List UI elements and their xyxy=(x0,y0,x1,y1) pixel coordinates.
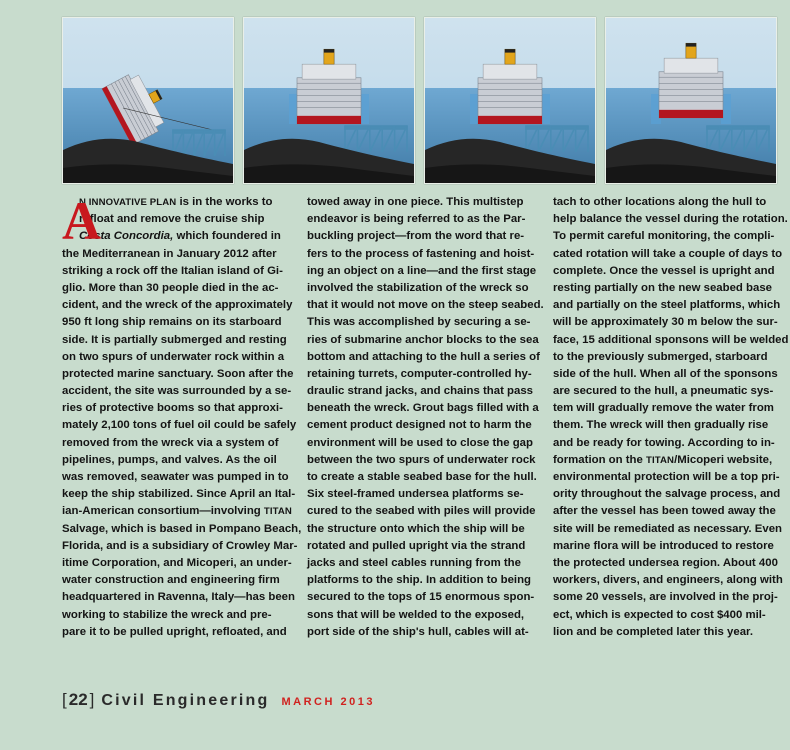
text-run: 950 ft long ship remains on its starboard xyxy=(62,316,282,329)
text-line xyxy=(553,280,775,297)
text-line: ing an object on a line—and the first stage xyxy=(307,264,537,277)
text-line xyxy=(553,349,775,366)
text-line xyxy=(553,572,783,589)
page-number: 22 xyxy=(68,690,88,709)
stage-2-illustration xyxy=(243,17,415,184)
text-line: that it would not move on the steep seabed. xyxy=(307,299,544,312)
text-line xyxy=(553,624,775,641)
text-line xyxy=(553,538,775,555)
text-run: ect, which is expected to cost $400 mil- xyxy=(553,608,766,621)
text-line xyxy=(62,332,287,349)
text-line: sons that will be welded to the exposed, xyxy=(307,608,525,621)
text-line xyxy=(553,366,778,383)
text-run: face, 15 additional sponsons will be welded xyxy=(553,333,789,346)
text-run: after the vessel has been towed away the xyxy=(553,505,776,518)
text-line: fers to the process of fastening and hoist- xyxy=(307,247,535,260)
text-line: the structure onto which the ship will be xyxy=(307,522,525,535)
text-run: is in the works to xyxy=(176,196,273,208)
text-line xyxy=(553,435,775,452)
text-line: between the two spurs of underwater rock xyxy=(307,453,536,466)
page-bracket-open: [ xyxy=(62,690,67,709)
stage-4-illustration xyxy=(605,17,777,184)
text-run: side. It is partially submerged and resting xyxy=(62,333,287,346)
small-caps-text: TITAN xyxy=(646,454,675,466)
salvage-stage-drawing xyxy=(63,18,233,183)
text-run: side of the hull. When all of the sponsons xyxy=(553,367,778,380)
text-run: formation on the xyxy=(553,453,647,466)
text-line xyxy=(62,263,284,280)
text-line xyxy=(553,452,775,469)
text-run: tach to other locations along the hull to xyxy=(553,196,767,208)
text-run: site will be remediated as necessary. Even xyxy=(553,522,782,535)
text-line xyxy=(62,383,292,400)
text-line xyxy=(62,297,293,314)
text-line xyxy=(62,400,284,417)
text-run: marine flora will be introduced to restore xyxy=(553,539,774,552)
text-run: and be ready for towing. According to in- xyxy=(553,436,775,449)
text-line xyxy=(62,469,289,486)
text-line xyxy=(553,194,775,211)
text-run: will be approximately 30 m below the sur- xyxy=(553,316,778,329)
text-line: port side of the ship's hull, cables will at- xyxy=(307,625,529,638)
text-line xyxy=(62,280,284,297)
magazine-title: Civil Engineering xyxy=(101,692,270,709)
salvage-stage-drawing xyxy=(425,18,595,183)
text-run: water construction and engineering firm xyxy=(62,574,280,587)
text-run: resting partially on the new seabed base xyxy=(553,281,773,294)
text-line: draulic strand jacks, and chains that pass xyxy=(307,385,533,398)
text-run: help balance the vessel during the rotation. xyxy=(553,213,788,226)
text-run: which foundered in xyxy=(173,230,281,243)
text-line: ries of submarine anchor blocks to the sea xyxy=(307,333,539,346)
text-line xyxy=(553,400,775,417)
article-column-2 xyxy=(307,194,544,641)
text-line xyxy=(553,297,781,314)
text-run: To permit careful monitoring, the compli- xyxy=(553,230,775,243)
text-line xyxy=(553,417,775,434)
text-run: Florida, and is a subsidiary of Crowley Mar- xyxy=(62,539,298,552)
text-line xyxy=(553,211,788,228)
text-run: accident, the site was surrounded by a se- xyxy=(62,385,292,398)
text-line: jacks and steel cables running from the xyxy=(307,556,521,569)
text-line: bottom and attaching to the hull a series of xyxy=(307,350,540,363)
text-line: secured to the tops of 15 enormous spon- xyxy=(307,591,535,604)
text-line: This was accomplished by securing a se- xyxy=(307,316,531,329)
text-run: the Mediterranean in January 2012 after xyxy=(62,247,277,260)
text-run: tem will gradually remove the water from xyxy=(553,402,774,415)
text-line xyxy=(553,228,775,245)
text-line: towed away in one piece. This multistep xyxy=(307,196,524,208)
text-line: environment will be used to close the gap xyxy=(307,436,533,449)
text-line: Six steel-framed undersea platforms se- xyxy=(307,488,524,501)
text-line xyxy=(553,521,782,538)
text-line xyxy=(553,486,781,503)
text-line: beneath the wreck. Grout bags filled with a xyxy=(307,402,539,415)
text-run: on two spurs of underwater rock within a xyxy=(62,350,285,363)
stage-1-illustration xyxy=(62,17,234,184)
text-line xyxy=(62,624,287,641)
small-caps-text: N INNOVATIVE PLAN xyxy=(79,197,177,208)
article-column-1 xyxy=(62,191,302,641)
text-run: ority throughout the salvage process, and xyxy=(553,488,781,501)
text-line xyxy=(62,366,294,383)
text-line xyxy=(62,521,302,538)
text-line xyxy=(553,332,789,349)
text-run: pare it to be pulled upright, refloated, and xyxy=(62,625,287,638)
text-line xyxy=(553,589,778,606)
text-line: cured to the seabed with piles will provide xyxy=(307,505,536,518)
text-run: /Micoperi website, xyxy=(674,453,773,466)
text-line: buckling project—from the word that re- xyxy=(307,230,525,243)
text-run: are secured to the hull, a pneumatic sys- xyxy=(553,385,774,398)
text-line xyxy=(62,349,284,366)
text-line xyxy=(553,503,775,520)
text-run: workers, divers, and engineers, along with xyxy=(553,574,783,587)
text-line xyxy=(62,607,284,624)
text-run: itime Corporation, and Micoperi, an under- xyxy=(62,556,292,569)
salvage-stage-drawing xyxy=(244,18,414,183)
text-line xyxy=(62,452,284,469)
text-run: Salvage, which is based in Pompano Beach, xyxy=(62,522,302,535)
text-run: lion and be completed later this year. xyxy=(553,625,754,638)
text-run: ian-American consortium—involving xyxy=(62,505,264,518)
text-line: endeavor is being referred to as the Par- xyxy=(307,213,526,226)
issue-date: MARCH 2013 xyxy=(281,696,375,708)
text-run: cated rotation will take a couple of days to xyxy=(553,247,783,260)
salvage-stage-drawing xyxy=(606,18,776,183)
text-run: ries of protective booms so that approxi- xyxy=(62,402,283,415)
text-line: cement product designed not to harm the xyxy=(307,419,532,432)
drop-cap: A xyxy=(62,191,101,251)
text-run: complete. Once the vessel is upright and xyxy=(553,264,775,277)
text-run: them. The wreck will then gradually rise xyxy=(553,419,769,432)
text-line: platforms to the ship. In addition to being xyxy=(307,574,532,587)
text-run: to the previously submerged, starboard xyxy=(553,350,768,363)
stage-3-illustration xyxy=(424,17,596,184)
text-run: the protected undersea region. About 400 xyxy=(553,556,778,569)
text-line xyxy=(553,555,778,572)
italic-text: Costa Concordia, xyxy=(79,230,174,243)
text-line xyxy=(62,572,284,589)
text-run: working to stabilize the wreck and pre- xyxy=(62,608,272,621)
article-column-3 xyxy=(553,194,789,641)
text-line: rotated and pulled upright via the strand xyxy=(307,539,526,552)
text-run: pipelines, pumps, and valves. As the oil xyxy=(62,453,277,466)
text-run: removed from the wreck via a system of xyxy=(62,436,279,449)
text-run: glio. More than 30 people died in the ac- xyxy=(62,281,279,294)
text-line xyxy=(62,314,284,331)
text-line: to create a stable seabed base for the hull. xyxy=(307,471,537,483)
text-line xyxy=(62,486,296,503)
text-line xyxy=(62,417,297,434)
text-run: mately 2,100 tons of fuel oil could be safely xyxy=(62,419,297,432)
page-bracket-close: ] xyxy=(89,690,95,709)
text-line xyxy=(553,314,778,331)
text-run: headquartered in Ravenna, Italy—has been xyxy=(62,591,295,604)
text-run: protected marine sanctuary. Soon after the xyxy=(62,367,294,380)
text-line xyxy=(62,538,298,555)
page-footer xyxy=(62,690,375,718)
text-run: some 20 vessels, are involved in the proj- xyxy=(553,591,778,604)
illustration-strip xyxy=(62,17,778,182)
text-line xyxy=(553,469,780,486)
text-line xyxy=(553,246,783,263)
text-run: keep the ship stabilized. Since April an Ital- xyxy=(62,488,296,501)
text-run: environmental protection will be a top pri- xyxy=(553,471,780,483)
text-run: and partially on the steel platforms, which xyxy=(553,299,781,312)
text-run: refloat and remove the cruise ship xyxy=(79,213,265,226)
text-run: cident, and the wreck of the approximately xyxy=(62,299,293,312)
text-line xyxy=(62,555,292,572)
text-run: striking a rock off the Italian island of Gi- xyxy=(62,264,283,277)
text-line xyxy=(553,607,775,624)
text-line: involved the stabilization of the wreck so xyxy=(307,281,529,294)
text-line xyxy=(62,589,295,606)
text-line xyxy=(553,383,775,400)
small-caps-text: TITAN xyxy=(263,506,292,518)
text-line xyxy=(62,435,284,452)
text-run: was removed, seawater was pumped in to xyxy=(62,471,289,483)
text-line: retaining turrets, computer-controlled hy- xyxy=(307,367,532,380)
text-line xyxy=(62,503,292,520)
text-line xyxy=(553,263,775,280)
